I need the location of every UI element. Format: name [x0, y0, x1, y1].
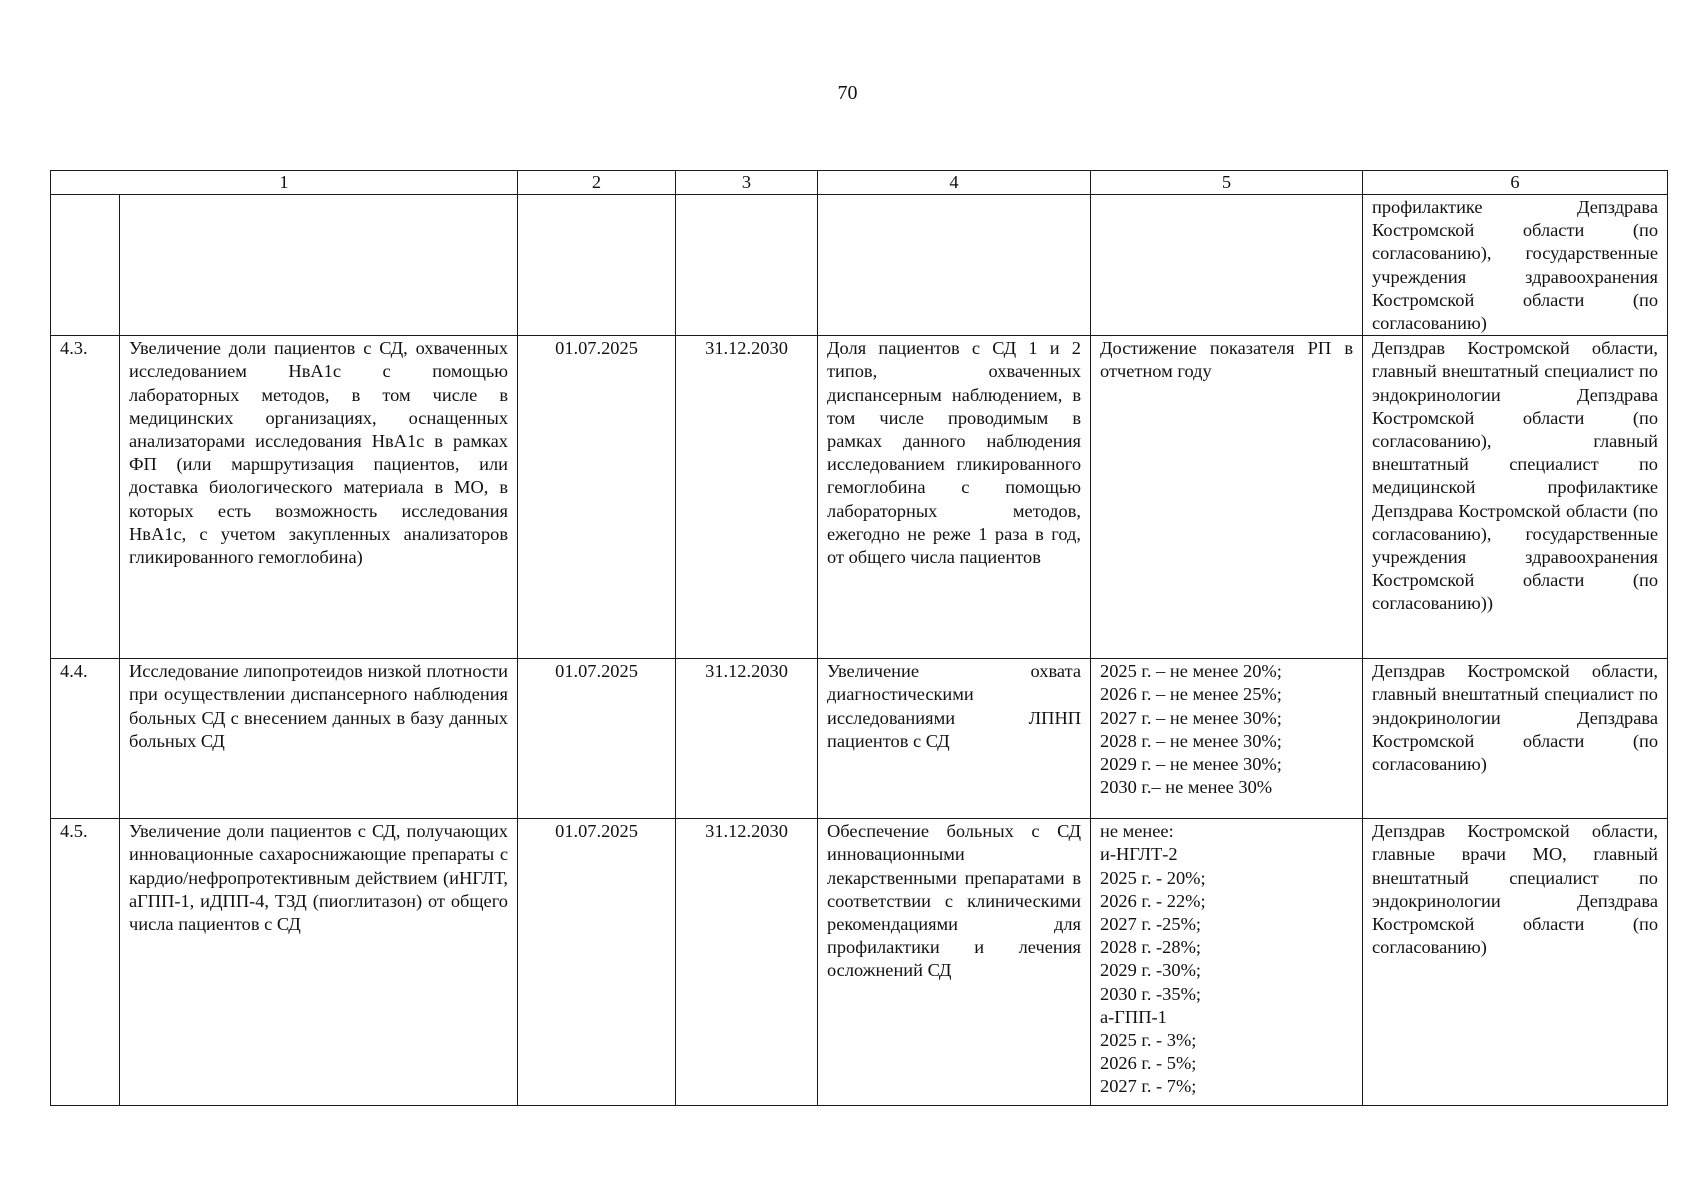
- cell-num: 4.5.: [51, 819, 120, 1106]
- result-line: 2027 г. -25%;: [1100, 914, 1202, 935]
- result-line: 2026 г. - 22%;: [1100, 890, 1206, 911]
- cell-responsible: профилактике Депздрава Костромской области (по согласованию), государственные учреждения здравоохранения Костромской области (по согласованию): [1363, 195, 1668, 336]
- cell-num: 4.4.: [51, 659, 120, 819]
- cell-start: [518, 195, 676, 336]
- header-col-1: 1: [51, 171, 518, 195]
- cell-result: [1091, 336, 1363, 659]
- cell-responsible: Депздрав Костромской области, главный внештатный специалист по эндокринологии Депздрава Костромской области (по согласованию), главный внештатный специалист по медицинской профилактике Депздрава Костромской области (по согласованию), государственные учреждения здравоохранения Костромской области (по согласованию)): [1363, 336, 1668, 659]
- cell-end: 31.12.2030: [676, 659, 818, 819]
- table-row-continuation: [51, 195, 1668, 336]
- cell-name: Увеличение доли пациентов с СД, получающих инновационные сахароснижающие препараты с кардио/нефропротективным действием (иНГЛТ, аГПП-1, иДПП-4, ТЗД (пиоглитазон) от общего числа пациентов с СД: [120, 819, 518, 1106]
- result-line: 2029 г. – не менее 30%;: [1100, 754, 1282, 775]
- cell-result: [1091, 195, 1363, 336]
- result-line: 2025 г. - 20%;: [1100, 867, 1206, 888]
- cell-name: Исследование липопротеидов низкой плотности при осуществлении диспансерного наблюдения больных СД с внесением данных в базу данных больных СД: [120, 659, 518, 819]
- header-col-4: 4: [818, 171, 1091, 195]
- cell-num: [51, 195, 120, 336]
- cell-indicator: Доля пациентов с СД 1 и 2 типов, охваченных диспансерным наблюдением, в том числе проводимым в рамках данного наблюдения исследованием гликированного гемоглобина с помощью лабораторных методов, ежегодно не реже 1 раза в год, от общего числа пациентов: [818, 336, 1091, 659]
- result-line: 2026 г. – не менее 25%;: [1100, 684, 1282, 705]
- cell-responsible: Депздрав Костромской области, главный внештатный специалист по эндокринологии Депздрава Костромской области (по согласованию): [1363, 659, 1668, 819]
- cell-indicator: Обеспечение больных с СД инновационными лекарственными препаратами в соответствии с клиническими рекомендациями для профилактики и лечения осложнений СД: [818, 819, 1091, 1106]
- header-row: [51, 171, 1668, 195]
- table-row: [51, 336, 1668, 659]
- table-row: [51, 659, 1668, 819]
- cell-start: 01.07.2025: [518, 336, 676, 659]
- cell-result: [1091, 659, 1363, 819]
- cell-responsible: Депздрав Костромской области, главные врачи МО, главный внештатный специалист по эндокринологии Депздрава Костромской области (по согласованию): [1363, 819, 1668, 1106]
- result-line: 2025 г. – не менее 20%;: [1100, 661, 1282, 682]
- result-line: а-ГПП-1: [1100, 1006, 1167, 1027]
- result-line: не менее:: [1100, 821, 1174, 842]
- page-number: 70: [837, 82, 858, 104]
- header-col-6: 6: [1363, 171, 1668, 195]
- result-line: 2030 г.– не менее 30%: [1100, 777, 1273, 798]
- result-line: 2028 г. – не менее 30%;: [1100, 730, 1282, 751]
- cell-num: 4.3.: [51, 336, 120, 659]
- cell-end: 31.12.2030: [676, 336, 818, 659]
- result-line: 2026 г. - 5%;: [1100, 1053, 1197, 1074]
- cell-indicator: Увеличение охвата диагностическими исследованиями ЛПНП пациентов с СД: [818, 659, 1091, 819]
- result-line: 2027 г. - 7%;: [1100, 1076, 1197, 1097]
- cell-indicator: [818, 195, 1091, 336]
- cell-result: [1091, 819, 1363, 1106]
- cell-name: [120, 195, 518, 336]
- cell-end: 31.12.2030: [676, 819, 818, 1106]
- cell-end: [676, 195, 818, 336]
- result-line: и-НГЛТ-2: [1100, 844, 1178, 865]
- result-line: 2028 г. -28%;: [1100, 937, 1202, 958]
- header-col-2: 2: [518, 171, 676, 195]
- result-line: 2027 г. – не менее 30%;: [1100, 707, 1282, 728]
- cell-start: 01.07.2025: [518, 819, 676, 1106]
- cell-name: Увеличение доли пациентов с СД, охваченных исследованием HвA1c с помощью лабораторных методов, в том числе в медицинских организациях, оснащенных анализаторами исследования HвA1c в рамках ФП (или маршрутизация пациентов, или доставка биологического материала в МО, в которых есть возможность исследования HвA1c, с учетом закупленных анализаторов гликированного гемоглобина): [120, 336, 518, 659]
- result-line: Достижение показателя РП в отчетном году: [1100, 338, 1354, 382]
- table-row: [51, 819, 1668, 1106]
- result-line: 2025 г. - 3%;: [1100, 1030, 1197, 1051]
- cell-start: 01.07.2025: [518, 659, 676, 819]
- header-col-3: 3: [676, 171, 818, 195]
- result-line: 2030 г. -35%;: [1100, 983, 1202, 1004]
- header-col-5: 5: [1091, 171, 1363, 195]
- result-line: 2029 г. -30%;: [1100, 960, 1202, 981]
- plan-table: [50, 170, 1668, 1106]
